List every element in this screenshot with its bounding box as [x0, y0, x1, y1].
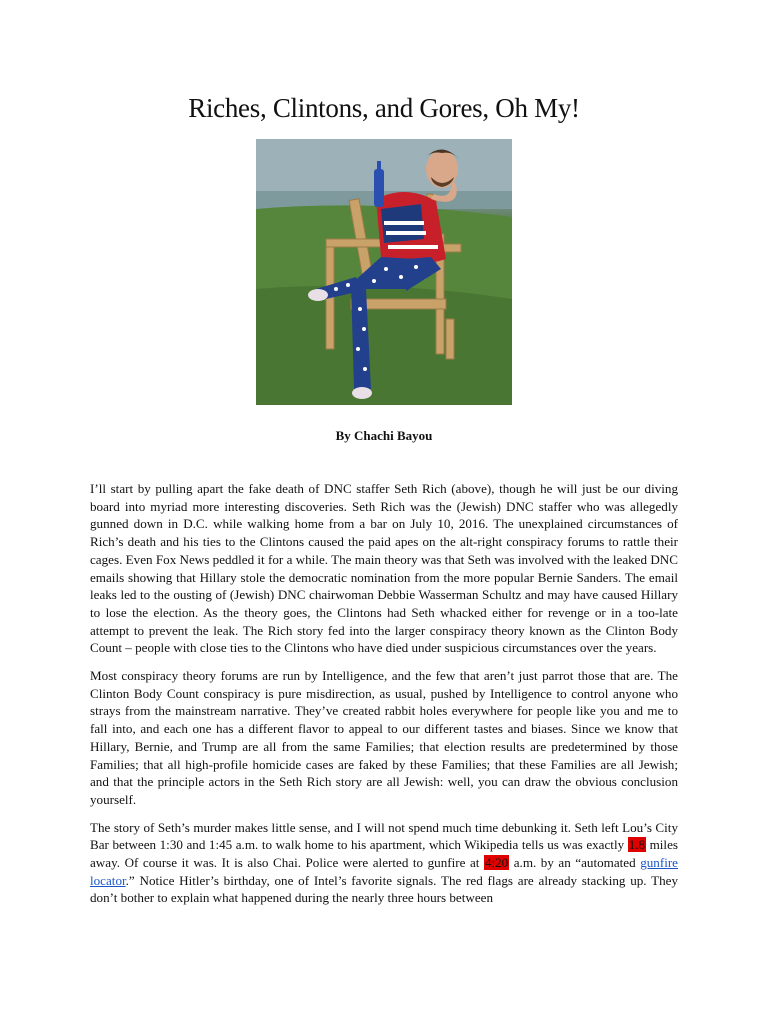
paragraph: Most conspiracy theory forums are run by Intelligence, and the few that aren’t just parrot those that are. The Clinton Body Count conspiracy is pure misdirection, as usual, pushed by Intelligence to control anyone who strays from the mainstream narrative. They’ve created rabbit holes everywhere for people like you and me to fall into, and each one has a different flavor to appeal to our different tastes and biases. Since we know that Hillary, Bernie, and Trump are all from the same Families; that election results are predetermined by those Families; that all high-profile homicide cases are faked by these Families; that these Families are all Jewish; and that the principle actors in the Seth Rich story are all Jewish: well, you can draw the obvious conclusion yourself.: [90, 668, 678, 807]
highlight-time: 4:20: [484, 855, 509, 871]
paragraph-text: The story of Seth’s murder makes little sense, and I will not spend much time debunking it. Seth left Lou’s City Bar between 1:30 and 1:45 a.m. to walk home to his apartment, which Wikipedia tells us was exactly: [90, 819, 678, 853]
article-photo: [256, 139, 512, 405]
photo-illustration: [256, 139, 512, 405]
paragraph: I’ll start by pulling apart the fake death of DNC staffer Seth Rich (above), though he will just be our diving board into myriad more interesting discoveries. Seth Rich was the (Jewish) DNC staffer who was allegedly gunned down in D.C. while walking home from a bar on July 10, 2016. The unexplained circumstances of Rich’s death and his ties to the Clintons caused the paid apes on the alt-right conspiracy forums to rattle their cages. Even Fox News peddled it for a while. The main theory was that Seth was involved with the leaked DNC emails showing that Hillary stole the democratic nomination from the more popular Bernie Sanders. The email leaks led to the ousting of (Jewish) DNC chairwoman Debbie Wasserman Schultz and may have caused Hillary to lose the election. As the theory goes, the Clintons had Seth whacked either for revenge or in a too-late attempt to prevent the leak. The Rich story fed into the larger conspiracy theory known as the Clinton Body Count – people with close ties to the Clintons who have died under suspicious circumstances over the years.: [90, 481, 678, 656]
paragraph-text: miles away. Of course it was. It is also Chai. Police were alerted to gunfire at: [90, 837, 678, 871]
paragraph: [90, 819, 678, 908]
paragraph-text: .” Notice Hitler’s birthday, one of Intel’s favorite signals. The red flags are already stacking up. They don’t bother to explain what happened during the nearly three hours between: [90, 872, 678, 906]
article-body: [90, 480, 678, 917]
highlight-distance: 1.8: [628, 837, 646, 853]
paragraph-text: a.m. by an “automated: [509, 855, 641, 871]
byline: By Chachi Bayou: [335, 428, 433, 443]
page-title: Riches, Clintons, and Gores, Oh My!: [188, 93, 580, 123]
gunfire-locator-link[interactable]: gunfire locator: [90, 855, 678, 888]
